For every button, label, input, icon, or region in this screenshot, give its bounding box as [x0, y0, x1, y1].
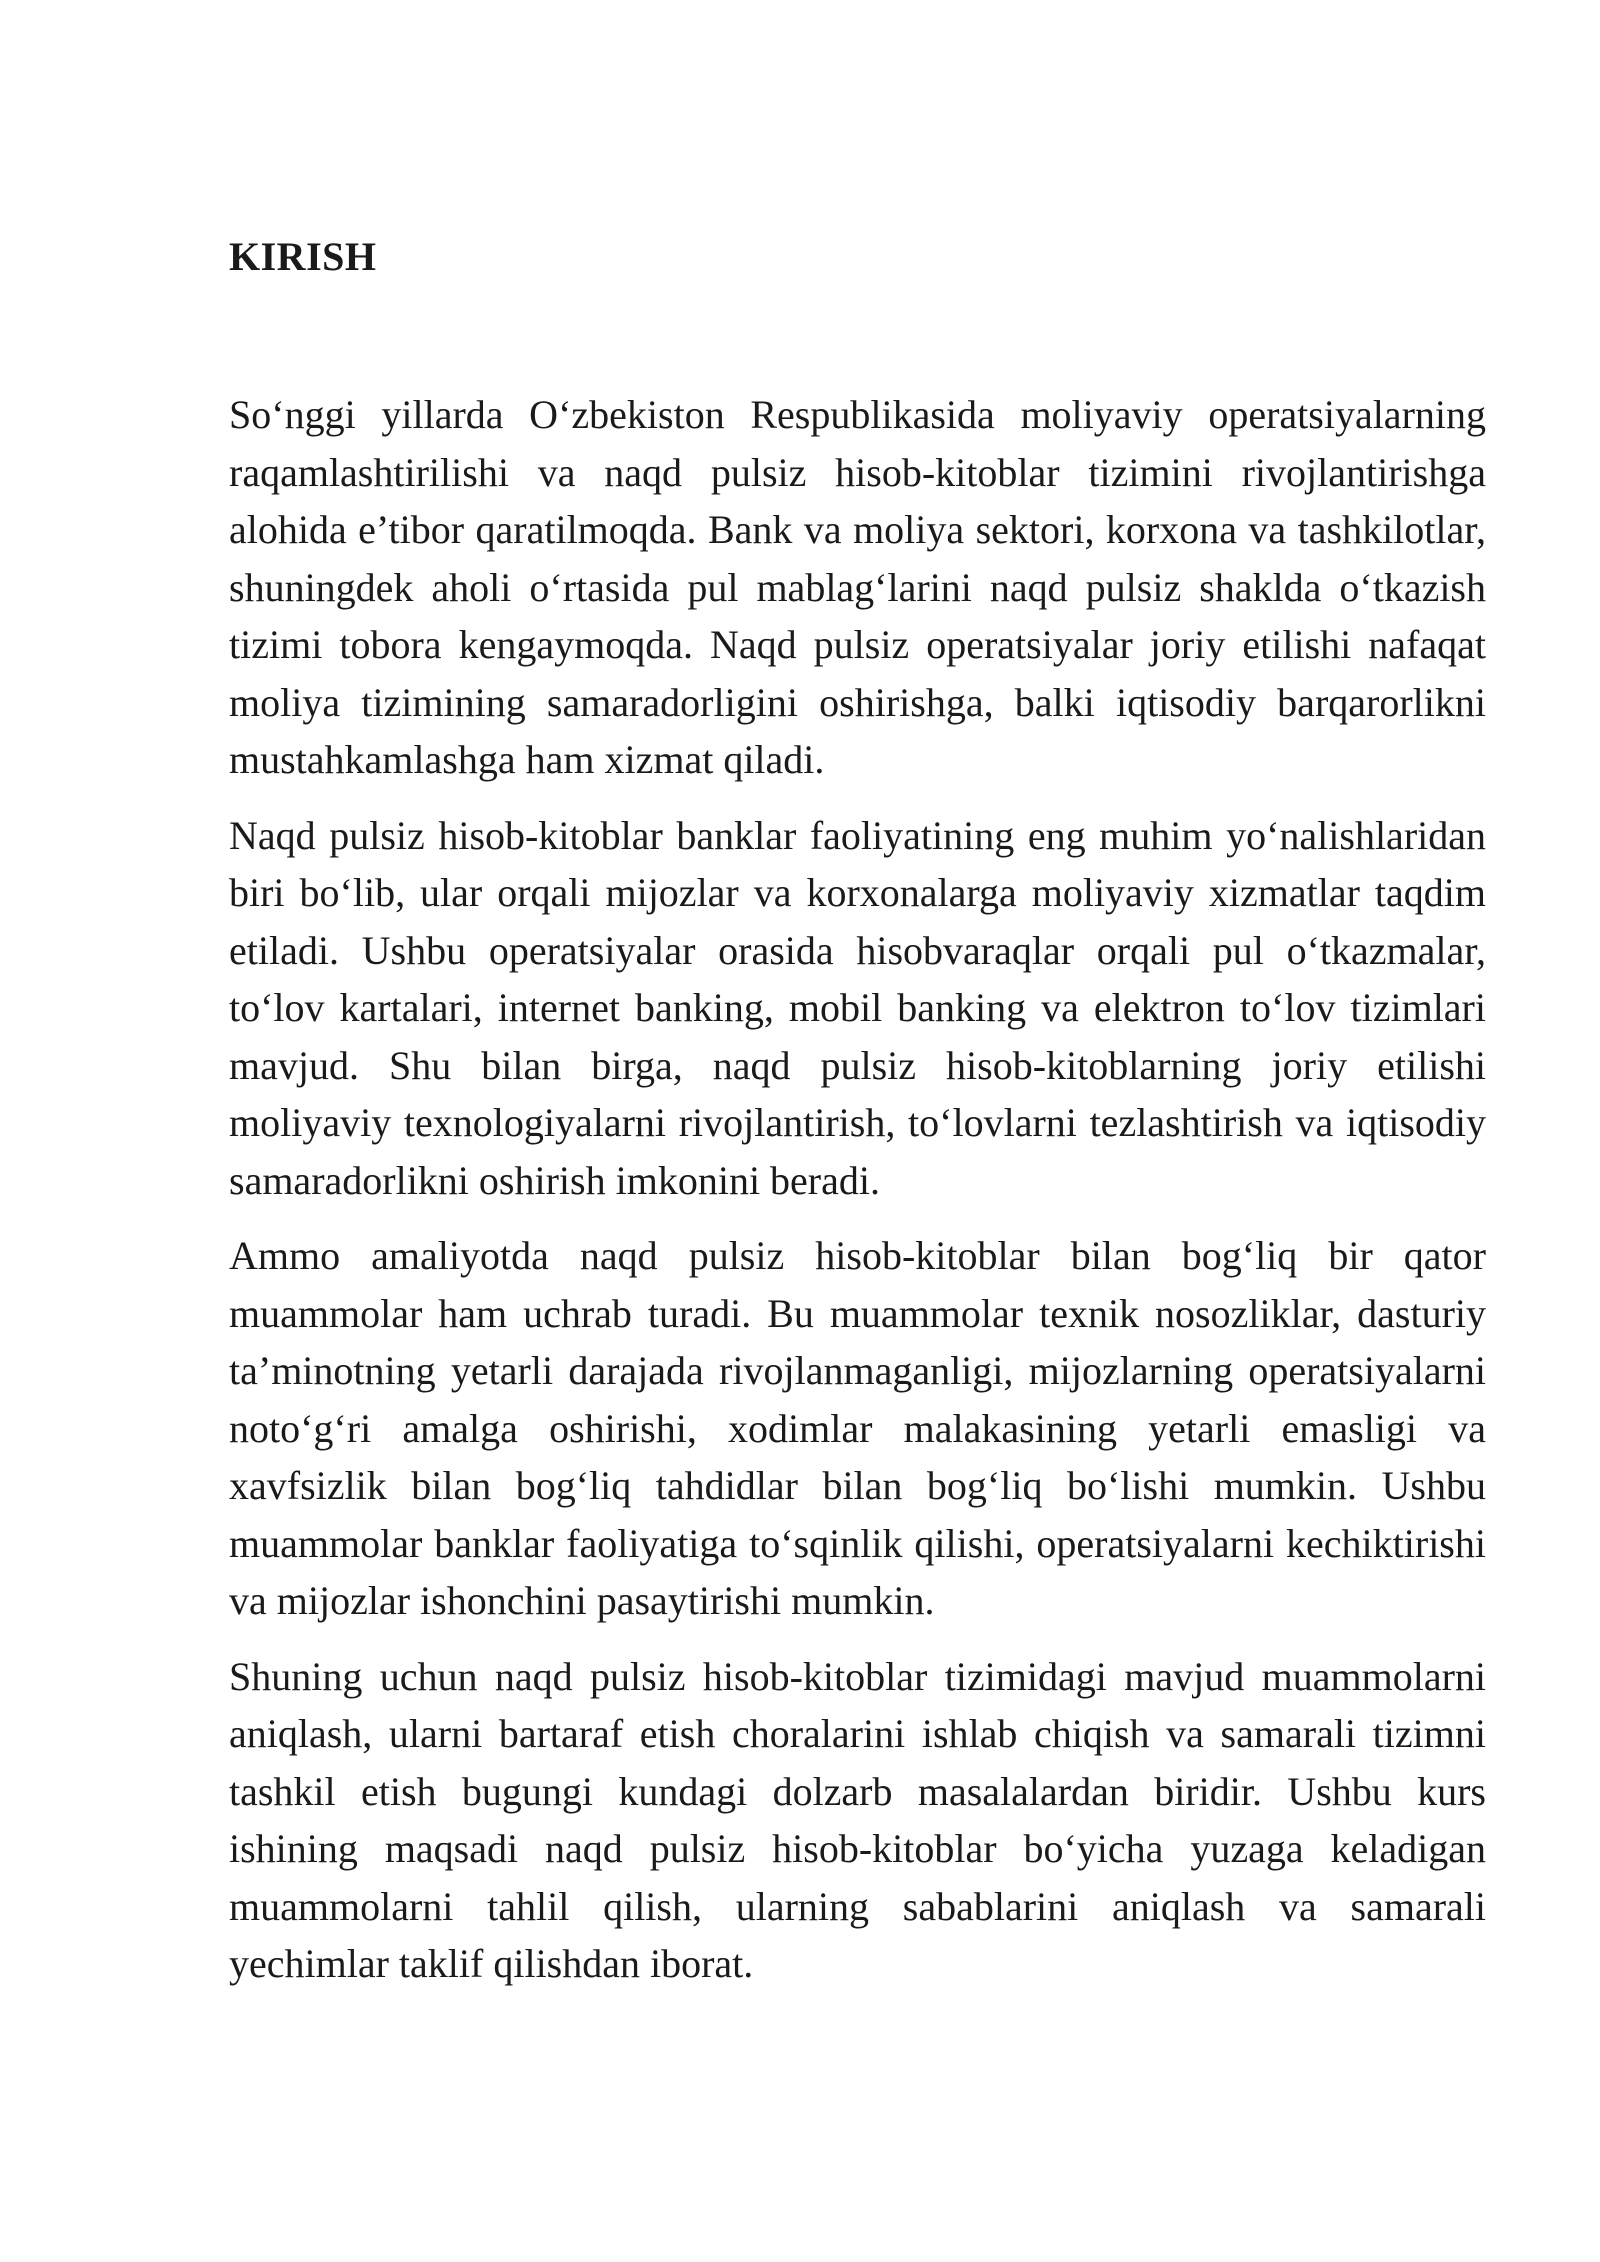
paragraph-2: Naqd pulsiz hisob-kitoblar banklar faoliyatining eng muhim yo‘nalishlaridan biri bo‘lib, ular orqali mijozlar va korxonalarga moliyaviy xizmatlar taqdim etiladi. Ushbu operatsiyalar orasida hisobvaraqlar orqali pul o‘tkazmalar, to‘lov kartalari, internet banking, mobil banking va elektron to‘lov tizimlari mavjud. Shu bilan birga, naqd pulsiz hisob-kitoblarning joriy etilishi moliyaviy texnologiyalarni rivojlantirish, to‘lovlarni tezlashtirish va iqtisodiy samaradorlikni oshirish imkonini beradi.	[229, 812, 1486, 1203]
paragraph-1: So‘nggi yillarda O‘zbekiston Respublikasida moliyaviy operatsiyalarning raqamlashtirilishi va naqd pulsiz hisob-kitoblar tizimini rivojlantirishga alohida e’tibor qaratilmoqda. Bank va moliya sektori, korxona va tashkilotlar, shuningdek aholi o‘rtasida pul mablag‘larini naqd pulsiz shaklda o‘tkazish tizimi tobora kengaymoqda. Naqd pulsiz operatsiyalar joriy etilishi nafaqat moliya tizimining samaradorligini oshirishga, balki iqtisodiy barqarorlikni mustahkamlashga ham xizmat qiladi.	[229, 392, 1486, 782]
section-heading: KIRISH	[229, 234, 377, 279]
paragraph-4: Shuning uchun naqd pulsiz hisob-kitoblar tizimidagi mavjud muammolarni aniqlash, ularni bartaraf etish choralarini ishlab chiqish va samarali tizimni tashkil etish bugungi kundagi dolzarb masalalardan biridir. Ushbu kurs ishining maqsadi naqd pulsiz hisob-kitoblar bo‘yicha yuzaga keladigan muammolarni tahlil qilish, ularning sabablarini aniqlash va samarali yechimlar taklif qilishdan iborat.	[229, 1653, 1486, 1986]
paragraph-3: Ammo amaliyotda naqd pulsiz hisob-kitoblar bilan bog‘liq bir qator muammolar ham uchrab turadi. Bu muammolar texnik nosozliklar, dasturiy ta’minotning yetarli darajada rivojlanmaganligi, mijozlarning operatsiyalarni noto‘g‘ri amalga oshirishi, xodimlar malakasining yetarli emasligi va xavfsizlik bilan bog‘liq tahdidlar bilan bog‘liq bo‘lishi mumkin. Ushbu muammolar banklar faoliyatiga to‘sqinlik qilishi, operatsiyalarni kechiktirishi va mijozlar ishonchini pasaytirishi mumkin.	[229, 1233, 1486, 1623]
body-text	[229, 386, 1486, 2011]
